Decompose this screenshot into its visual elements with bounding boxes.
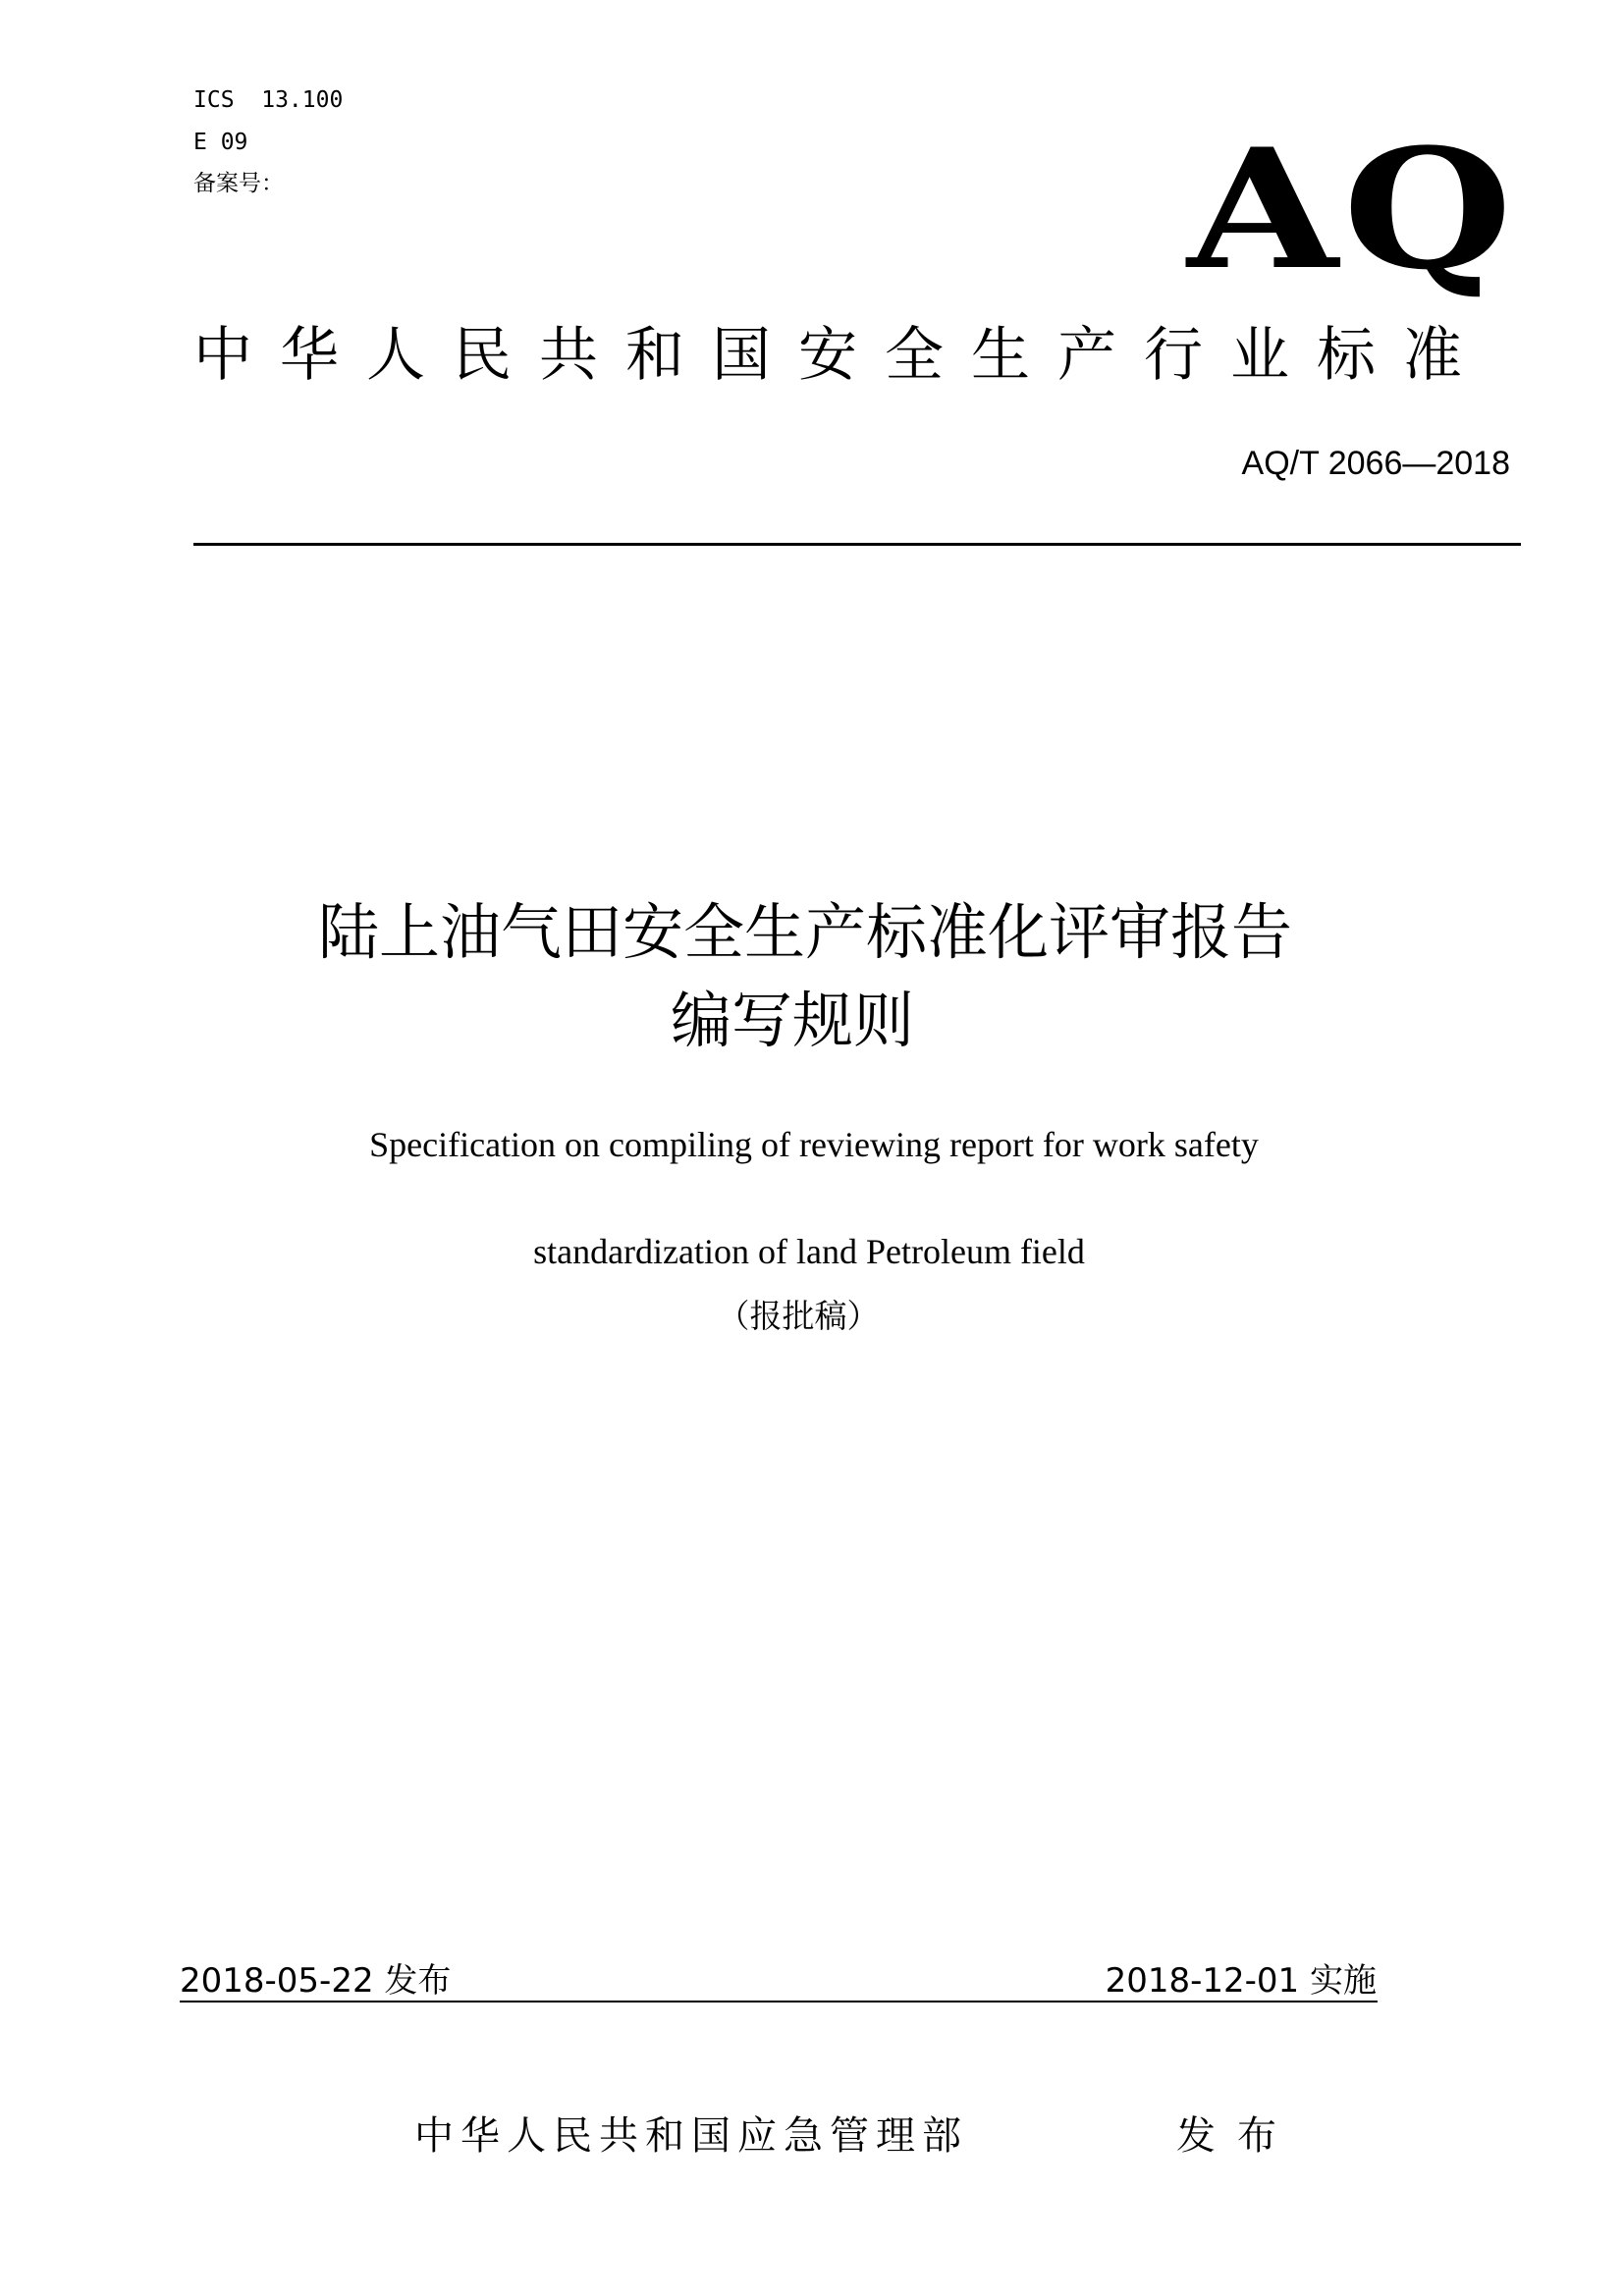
english-title-line-1: Specification on compiling of reviewing report for work safety [369,1125,1259,1164]
record-number-label: 备案号： [193,171,284,196]
issue-date: 2018-05-22 发布 [180,1961,452,2001]
aq-logo: AQ [1187,112,1517,306]
publisher-name: 中华人民共和国应急管理部 [414,2113,968,2159]
publisher-action: 发布 [1176,2113,1298,2159]
title-line-1: 陆上油气田安全生产标准化评审报告 [317,896,1292,968]
ics-code: ICS 13.100 [193,87,344,113]
standard-number: AQ/T 2066—2018 [1241,445,1510,482]
english-title-line-2: standardization of land Petroleum field [533,1232,1085,1271]
standard-category-heading: 中华人民共和国安全生产行业标准 [193,321,1489,390]
implementation-date: 2018-12-01 实施 [1105,1961,1377,2001]
title-line-2: 编写规则 [670,985,914,1056]
header-divider [193,543,1521,546]
footer-divider [180,2001,1378,2002]
ccs-code: E 09 [193,130,248,155]
draft-status: （报批稿） [717,1297,880,1335]
